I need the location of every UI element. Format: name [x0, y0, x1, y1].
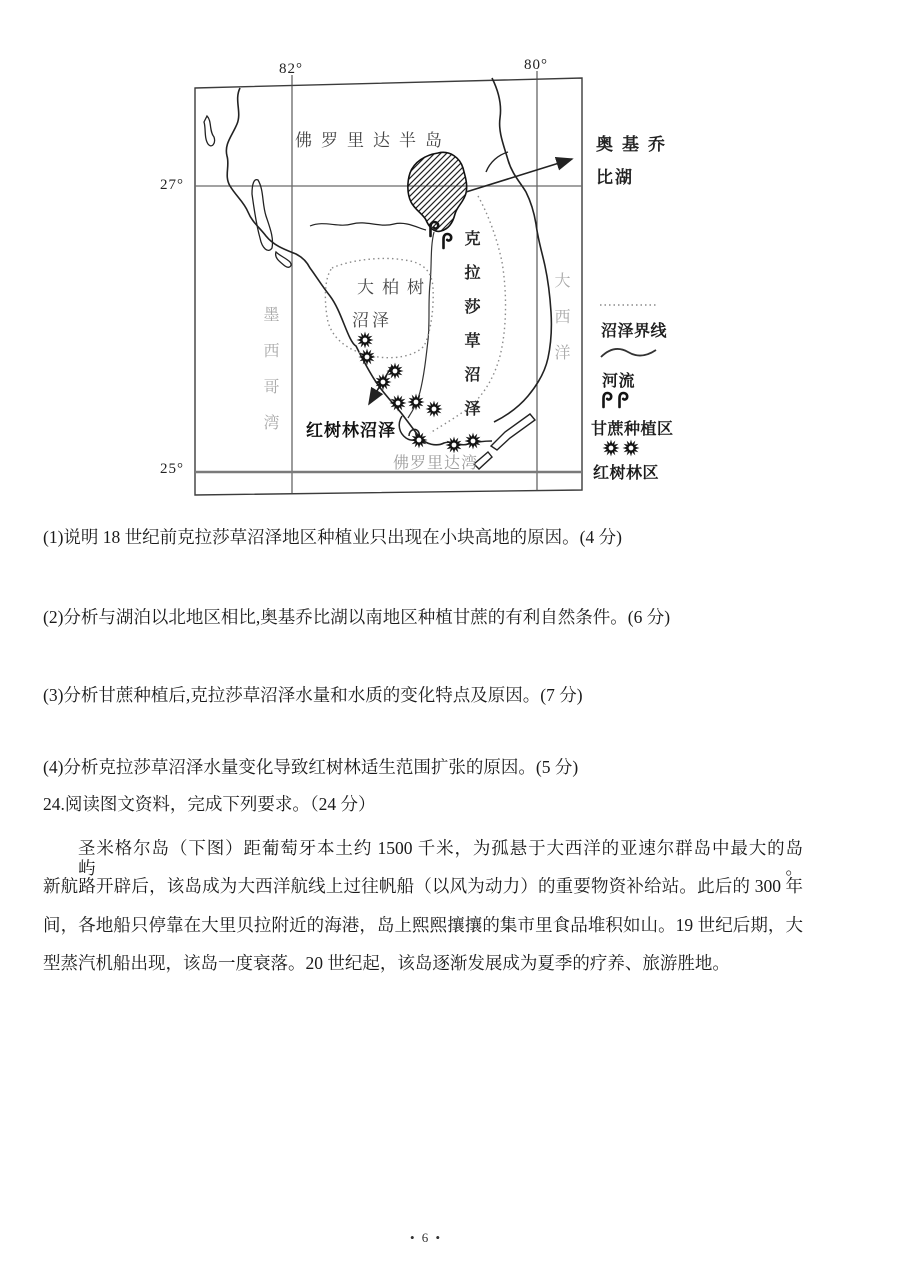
mangrove-symbol [387, 363, 404, 380]
peninsula-label: 佛罗里达半岛 [295, 131, 451, 150]
page-number: • 6 • [409, 1230, 443, 1245]
lake-okeechobee-label-2: 比湖 [596, 168, 634, 187]
sawgrass-swamp-label: 克拉莎草沼泽 [462, 230, 479, 434]
q24-paragraph-line-2: 新航路开辟后，该岛成为大西洋航线上过往帆船（以风为动力）的重要物资补给站。此后的 300 年 [43, 876, 803, 896]
mangrove-symbol [408, 394, 425, 411]
q24-paragraph-line-1: 圣米格尔岛（下图）距葡萄牙本土约 1500 千米，为孤悬于大西洋的亚速尔群岛中最大的岛屿。 [78, 838, 803, 878]
legend-mangrove-symbol [603, 440, 620, 457]
legend-sugarcane-symbol [620, 393, 628, 407]
barrier-island-north [204, 116, 215, 146]
q24-paragraph-line-3: 间，各地船只停靠在大里贝拉附近的海港，岛上熙熙攘攘的集市里食品堆积如山。19 世纪后期，大 [43, 915, 803, 935]
okeechobee-arrow [466, 159, 572, 192]
mangrove-symbol [411, 432, 428, 449]
sugarcane-symbol [444, 234, 452, 248]
q24-paragraph-line-4: 型蒸汽机船出现，该岛一度衰落。20 世纪起，该岛逐渐发展成为夏季的疗养、旅游胜地。 [43, 953, 730, 973]
legend-river-label: 河流 [602, 373, 636, 390]
question-4: (4)分析克拉莎草沼泽水量变化导致红树林适生范围扩张的原因。(5 分) [43, 757, 579, 777]
legend-sugarcane-label: 甘蔗种植区 [591, 421, 674, 438]
mangrove-symbol [465, 433, 482, 450]
legend-swamp-boundary-label: 沼泽界线 [601, 323, 668, 340]
barrier-islet [276, 252, 291, 267]
lon-82-label: 82° [279, 61, 303, 77]
lon-80-label: 80° [524, 57, 548, 73]
florida-map-figure [0, 0, 921, 522]
mangrove-swamp-label: 红树林沼泽 [306, 421, 396, 440]
question-1: (1)说明 18 世纪前克拉莎草沼泽地区种植业只出现在小块高地的原因。(4 分) [43, 527, 622, 547]
lat-27-label: 27° [160, 177, 184, 193]
atlantic-ocean-label: 大西洋 [552, 272, 569, 380]
gulf-of-mexico-label: 墨西哥湾 [261, 306, 278, 450]
mangrove-symbol [359, 349, 376, 366]
mangrove-symbol [357, 332, 374, 349]
mangrove-symbol [426, 401, 443, 418]
atlantic-coastline [492, 78, 551, 422]
lake-okeechobee [408, 152, 467, 231]
mangrove-symbol [375, 374, 392, 391]
legend-mangrove-label: 红树林区 [593, 465, 660, 482]
cypress-swamp-label-1: 大柏树 [357, 278, 432, 297]
question-2: (2)分析与湖泊以北地区相比,奥基乔比湖以南地区种植甘蔗的有利自然条件。(6 分) [43, 607, 671, 627]
question-3: (3)分析甘蔗种植后,克拉莎草沼泽水量和水质的变化特点及原因。(7 分) [43, 685, 583, 705]
question-24-heading: 24.阅读图文资料，完成下列要求。（24 分） [43, 794, 376, 814]
lake-okeechobee-label-1: 奥基乔 [596, 135, 674, 154]
legend-sugarcane-symbol [604, 393, 612, 407]
lat-25-label: 25° [160, 461, 184, 477]
mangrove-symbol [390, 395, 407, 412]
cypress-swamp-label-2: 沼泽 [352, 311, 392, 330]
legend-river-swatch [601, 349, 656, 357]
florida-bay-label: 佛罗里达湾 [393, 455, 479, 472]
lagoon-curve [486, 152, 508, 172]
legend-mangrove-symbol [623, 440, 640, 457]
river-line [310, 223, 426, 230]
